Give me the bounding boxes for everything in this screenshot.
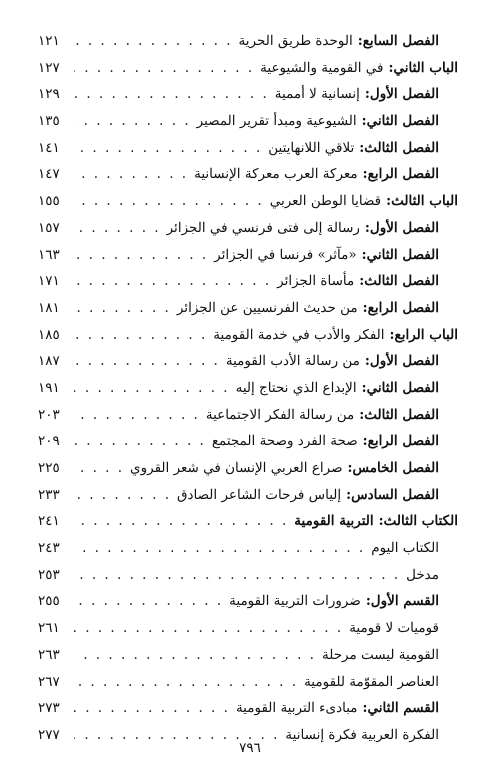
toc-entry-label: الفصل الثاني	[366, 246, 439, 263]
toc-entry-title: الكتاب اليوم	[371, 540, 439, 557]
toc-entry-title: الفكر والأدب في خدمة القومية	[213, 326, 385, 343]
toc-entry-title: الشيوعية ومبدأ تقرير المصير	[196, 113, 357, 130]
toc-entry-label: الباب الثالث	[391, 193, 458, 210]
toc-entry-page: ١٢١	[38, 33, 60, 49]
dot-leader	[74, 188, 264, 215]
toc-entry	[38, 108, 458, 135]
toc-entry	[38, 242, 458, 269]
toc-entry-title: صراع العربي الإنسان في شعر القروي	[130, 460, 343, 476]
toc-entry-title: من رسالة الأدب القومية	[225, 353, 360, 370]
toc-entry-colon: :	[361, 246, 367, 263]
dot-leader	[74, 81, 269, 108]
dot-leader	[74, 562, 400, 589]
toc-entry-title: ضرورات التربية القومية	[229, 593, 361, 610]
toc-entry	[38, 669, 458, 696]
toc-entry-page: ١٨٧	[38, 353, 60, 370]
toc-entry-title: إنسانية لا أممية	[274, 86, 360, 103]
dot-leader	[74, 428, 206, 455]
toc-entry-colon: :	[362, 433, 368, 450]
toc-entry-colon: :	[361, 379, 367, 396]
toc-entry-label: الفصل الرابع	[367, 299, 439, 316]
toc-entry-colon: :	[359, 139, 365, 156]
toc-entry-page: ٢٣٣	[38, 486, 60, 503]
toc-entry-label: الفصل السابع	[362, 33, 439, 49]
toc-entry	[38, 562, 458, 589]
toc-entry-page: ١٨١	[38, 299, 60, 316]
toc-entry-page: ١٨٥	[38, 326, 60, 343]
toc-entry-label: الفصل الأول	[369, 219, 439, 236]
dot-leader	[74, 508, 288, 535]
toc-entry	[38, 375, 458, 402]
toc-entry-page: ٢٠٣	[38, 406, 60, 423]
dot-leader	[74, 375, 230, 402]
toc-entry-colon: :	[359, 406, 365, 423]
toc-entry	[38, 642, 458, 669]
toc-entry-page: ١٢٩	[38, 86, 60, 103]
toc-entry-label: الفصل الثاني	[366, 113, 439, 130]
toc-entry-title: قوميات لا قومية	[349, 620, 439, 637]
dot-leader	[74, 455, 124, 482]
toc-entry-title: مبادىء التربية القومية	[235, 700, 358, 717]
toc-entry-colon: :	[389, 326, 395, 343]
toc-entry-page: ١٧١	[38, 273, 60, 290]
toc-entry-label: القسم الأول	[370, 593, 439, 610]
toc-entry-page: ٢٤١	[38, 513, 60, 530]
dot-leader	[74, 268, 271, 295]
toc-entry-title: معركة العرب معركة الإنسانية	[194, 166, 358, 183]
toc-entry-colon: :	[365, 593, 371, 610]
toc-entry-page: ٢٥٣	[38, 566, 60, 583]
toc-entry	[38, 161, 458, 188]
toc-entry	[38, 348, 458, 375]
dot-leader	[74, 135, 262, 162]
toc-entry-colon: :	[346, 486, 352, 503]
toc-entry-colon: :	[359, 273, 365, 290]
dot-leader	[74, 28, 233, 55]
toc-entry-page: ٢٥٥	[38, 593, 60, 610]
dot-leader	[74, 348, 220, 375]
table-of-contents	[38, 28, 458, 749]
toc-entry-label: الباب الثاني	[393, 59, 458, 76]
toc-entry-colon: :	[388, 59, 394, 76]
toc-entry	[38, 295, 458, 322]
toc-entry-label: الفصل الثالث	[364, 139, 439, 156]
toc-entry-page: ١٦٣	[38, 246, 60, 263]
toc-entry-label: القسم الثاني	[367, 700, 439, 717]
toc-entry-title: التربية القومية	[294, 513, 374, 530]
toc-entry-title: من رسالة الفكر الاجتماعية	[205, 406, 355, 423]
dot-leader	[74, 295, 171, 322]
dot-leader	[74, 402, 200, 429]
toc-entry-title: في القومية والشيوعية	[260, 59, 384, 76]
toc-entry	[38, 135, 458, 162]
toc-entry-label: الفصل الثالث	[364, 273, 439, 290]
toc-entry-page: ١٣٥	[38, 113, 60, 130]
toc-entry-page: ١٥٧	[38, 219, 60, 236]
toc-entry-page: ١٤١	[38, 139, 60, 156]
toc-entry-title: القومية ليست مرحلة	[321, 646, 439, 663]
toc-entry-colon: :	[362, 700, 368, 717]
toc-entry	[38, 322, 458, 349]
toc-entry	[38, 188, 458, 215]
toc-entry-colon: :	[357, 33, 363, 49]
dot-leader	[74, 161, 188, 188]
toc-entry-label: الفصل الأول	[369, 353, 439, 370]
dot-leader	[74, 535, 365, 562]
toc-entry	[38, 535, 458, 562]
toc-entry-title: «مآثر» فرنسا في الجزائر	[214, 246, 357, 263]
toc-entry-label: الفصل الأول	[369, 86, 439, 103]
toc-entry	[38, 81, 458, 108]
dot-leader	[74, 669, 298, 696]
toc-entry	[38, 588, 458, 615]
toc-entry	[38, 508, 458, 535]
dot-leader	[74, 242, 208, 269]
toc-entry-page: ٢٧٧	[38, 726, 60, 743]
toc-entry-label: الفصل الخامس	[352, 460, 439, 476]
toc-entry-page: ٢٦٧	[38, 673, 60, 690]
toc-entry-colon: :	[347, 460, 353, 476]
toc-entry	[38, 402, 458, 429]
dot-leader	[74, 108, 191, 135]
toc-entry-colon: :	[361, 113, 367, 130]
toc-entry-colon: :	[386, 193, 392, 210]
toc-entry-title: رسالة إلى فتى فرنسي في الجزائر	[166, 219, 360, 236]
dot-leader	[74, 482, 171, 509]
toc-entry-label: الكتاب الثالث	[383, 513, 458, 530]
toc-entry-colon: :	[362, 166, 368, 183]
dot-leader	[74, 55, 254, 82]
toc-entry-title: من حديث الفرنسيين عن الجزائر	[176, 299, 358, 316]
toc-entry	[38, 268, 458, 295]
toc-entry-page: ٢٧٣	[38, 700, 60, 717]
toc-entry-title: صحة الفرد وصحة المجتمع	[211, 433, 358, 450]
toc-entry-page: ٢٦١	[38, 620, 60, 637]
toc-entry-title: الإبداع الذي نحتاج إليه	[235, 379, 357, 396]
toc-entry-page: ١٥٥	[38, 193, 60, 210]
toc-entry-title: مدخل	[406, 566, 439, 583]
toc-entry-page: ١٤٧	[38, 166, 60, 183]
toc-entry	[38, 455, 458, 482]
toc-entry-title: مأساة الجزائر	[277, 273, 355, 290]
toc-entry	[38, 428, 458, 455]
toc-entry	[38, 615, 458, 642]
toc-entry-label: الفصل الثالث	[364, 406, 439, 423]
dot-leader	[74, 695, 230, 722]
toc-entry-colon: :	[378, 513, 384, 530]
toc-entry-title: تلاقي اللانهايتين	[268, 139, 355, 156]
toc-entry-title: قضايا الوطن العربي	[269, 193, 382, 210]
toc-entry	[38, 28, 458, 55]
toc-entry-label: الفصل الرابع	[367, 166, 439, 183]
toc-entry-page: ٢٤٣	[38, 540, 60, 557]
toc-entry-colon: :	[364, 219, 370, 236]
dot-leader	[74, 642, 316, 669]
toc-entry-label: الباب الرابع	[394, 326, 458, 343]
toc-entry-colon: :	[362, 299, 368, 316]
toc-entry-label: الفصل السادس	[351, 486, 439, 503]
toc-entry-page: ٢٦٣	[38, 646, 60, 663]
page-number: ٧٩٦	[239, 740, 261, 756]
toc-entry	[38, 482, 458, 509]
toc-entry-colon: :	[364, 86, 370, 103]
toc-entry	[38, 215, 458, 242]
toc-entry-label: الفصل الثاني	[366, 379, 439, 396]
toc-entry-label: الفصل الرابع	[367, 433, 439, 450]
toc-entry-page: ١٢٧	[38, 59, 60, 76]
toc-entry-page: ١٩١	[38, 379, 60, 396]
toc-entry	[38, 695, 458, 722]
dot-leader	[74, 215, 161, 242]
toc-entry-colon: :	[364, 353, 370, 370]
dot-leader	[74, 322, 207, 349]
toc-entry-page: ٢٢٥	[38, 460, 60, 476]
toc-entry-title: الوحدة طريق الحرية	[238, 33, 353, 49]
toc-entry-title: إلياس فرحات الشاعر الصادق	[177, 486, 342, 503]
dot-leader	[74, 615, 343, 642]
toc-entry-title: العناصر المقوّمة للقومية	[304, 673, 439, 690]
dot-leader	[74, 588, 223, 615]
toc-entry	[38, 55, 458, 82]
toc-entry-title: الفكرة العربية فكرة إنسانية	[285, 726, 439, 743]
toc-entry-page: ٢٠٩	[38, 433, 60, 450]
